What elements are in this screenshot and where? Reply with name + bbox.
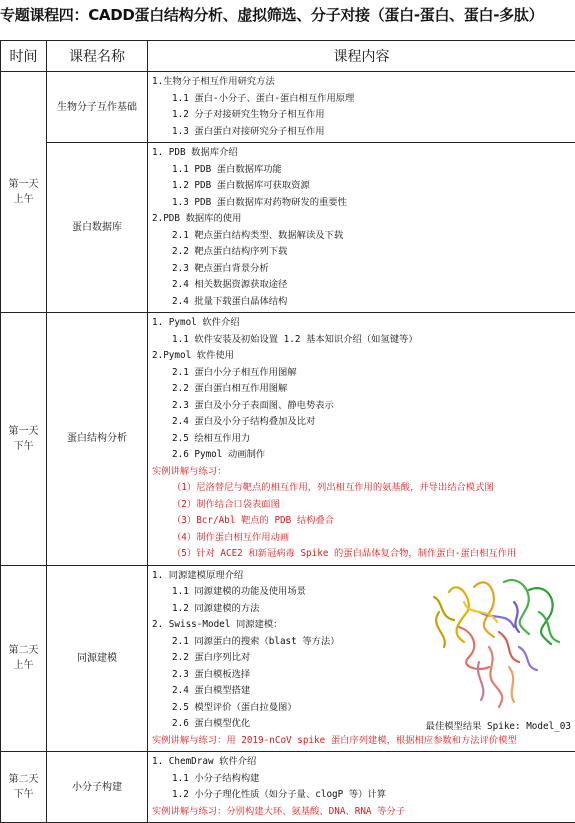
content-line: 1.2 同源建模的方法 bbox=[152, 601, 571, 618]
course-table bbox=[0, 40, 575, 823]
content-line: 1. 同源建模原理介绍 bbox=[152, 568, 571, 585]
header-time: 时间 bbox=[1, 41, 47, 72]
time-day2-morning bbox=[1, 565, 47, 752]
course-content bbox=[148, 313, 575, 566]
exercise-line: 实例讲解与练习：分别构建大环、氨基酸、DNA、RNA 等分子 bbox=[152, 804, 571, 821]
spike-protein-structure-image bbox=[419, 572, 569, 710]
course-name: 小分子构建 bbox=[47, 752, 148, 823]
content-line: 2.4 蛋白及小分子结构叠加及比对 bbox=[152, 414, 571, 431]
content-line: 1. PDB 数据库介绍 bbox=[152, 145, 571, 162]
course-content bbox=[148, 72, 575, 143]
exercise-line: 实例讲解与练习：用 2019-nCoV spike 蛋白序列建模，根据相应参数和方法评价模型 bbox=[152, 733, 571, 750]
exercise-line: （5）针对 ACE2 和新冠病毒 Spike 的蛋白晶体复合物，制作蛋白-蛋白相互作用 bbox=[152, 546, 571, 563]
content-line: 1.1 软件安装及初始设置 1.2 基本知识介绍（如氢键等） bbox=[152, 332, 571, 349]
exercise-line: （3）Bcr/Abl 靶点的 PDB 结构叠合 bbox=[152, 513, 571, 530]
course-content bbox=[148, 565, 575, 752]
content-line: 2.4 相关数据资源获取途径 bbox=[152, 277, 571, 294]
content-line: 1.3 PDB 蛋白数据库对药物研发的重要性 bbox=[152, 195, 571, 212]
content-line: 2.6 Pymol 动画制作 bbox=[152, 447, 571, 464]
time-label: 第二天 下午 bbox=[1, 772, 46, 802]
exercise-line: （1）尼洛替尼与靶点的相互作用，列出相互作用的氨基酸，并导出结合模式图 bbox=[152, 480, 571, 497]
row-protein-database bbox=[1, 143, 575, 313]
content-line: 1. Pymol 软件介绍 bbox=[152, 315, 571, 332]
row-protein-structure-analysis bbox=[1, 313, 575, 566]
time-day1-morning bbox=[1, 72, 47, 313]
row-biomolecular-interaction bbox=[1, 72, 575, 143]
content-line: 2.1 同源蛋白的搜索（blast 等方法） bbox=[152, 634, 571, 651]
content-line: 2.4 蛋白模型搭建 bbox=[152, 683, 571, 700]
content-line: 1.生物分子相互作用研究方法 bbox=[152, 74, 571, 91]
page-title: 专题课程四：CADD蛋白结构分析、虚拟筛选、分子对接（蛋白-蛋白、蛋白-多肽） bbox=[0, 4, 575, 25]
course-name: 同源建模 bbox=[47, 565, 148, 752]
content-line: 1.1 小分子结构构建 bbox=[152, 771, 571, 788]
content-line: 1.2 小分子理化性质（如分子量、clogP 等）计算 bbox=[152, 787, 571, 804]
content-line: 2.Pymol 软件使用 bbox=[152, 348, 571, 365]
content-line: 1.2 分子对接研究生物分子相互作用 bbox=[152, 107, 571, 124]
content-line: 2.4 批量下载蛋白晶体结构 bbox=[152, 294, 571, 311]
content-line: 2.6 蛋白模型优化 bbox=[152, 716, 571, 733]
content-line: 2.1 蛋白小分子相互作用图解 bbox=[152, 365, 571, 382]
content-line: 2.3 靶点蛋白背景分析 bbox=[152, 261, 571, 278]
content-line: 2.3 蛋白及小分子表面图、静电势表示 bbox=[152, 398, 571, 415]
header-course-name: 课程名称 bbox=[47, 41, 148, 72]
course-name: 蛋白结构分析 bbox=[47, 313, 148, 566]
content-line: 2. Swiss-Model 同源建模： bbox=[152, 617, 571, 634]
exercise-line: 实例讲解与练习： bbox=[152, 464, 571, 481]
content-line: 1.1 PDB 蛋白数据库功能 bbox=[152, 162, 571, 179]
time-label: 第一天 下午 bbox=[1, 424, 46, 454]
time-label: 第二天 上午 bbox=[1, 643, 46, 673]
content-line: 1.2 PDB 蛋白数据库可获取资源 bbox=[152, 178, 571, 195]
content-line: 1. ChemDraw 软件介绍 bbox=[152, 754, 571, 771]
content-line: 1.1 同源建模的功能及使用场景 bbox=[152, 584, 571, 601]
time-day2-afternoon bbox=[1, 752, 47, 823]
time-label: 第一天 上午 bbox=[1, 177, 46, 207]
course-name: 生物分子互作基础 bbox=[47, 72, 148, 143]
content-line: 1.3 蛋白蛋白对接研究分子相互作用 bbox=[152, 124, 571, 141]
content-line: 2.2 蛋白序列比对 bbox=[152, 650, 571, 667]
content-line: 2.PDB 数据库的使用 bbox=[152, 211, 571, 228]
content-line: 2.5 模型评价（蛋白拉曼图） bbox=[152, 700, 571, 717]
time-day1-afternoon bbox=[1, 313, 47, 566]
header-row bbox=[1, 41, 575, 72]
content-line: 2.2 靶点蛋白结构序列下载 bbox=[152, 244, 571, 261]
course-content bbox=[148, 752, 575, 823]
model-caption: 最佳模型结果 Spike: Model_03 bbox=[426, 718, 571, 732]
header-course-content: 课程内容 bbox=[148, 41, 575, 72]
content-line: 2.5 绘相互作用力 bbox=[152, 431, 571, 448]
content-line: 1.1 蛋白-小分子、蛋白-蛋白相互作用原理 bbox=[152, 91, 571, 108]
row-homology-modeling bbox=[1, 565, 575, 752]
exercise-line: （2）制作结合口袋表面图 bbox=[152, 497, 571, 514]
row-small-molecule-construction bbox=[1, 752, 575, 823]
content-line: 2.1 靶点蛋白结构类型、数据解读及下载 bbox=[152, 228, 571, 245]
course-name: 蛋白数据库 bbox=[47, 143, 148, 313]
content-line: 2.2 蛋白蛋白相互作用图解 bbox=[152, 381, 571, 398]
exercise-line: （4）制作蛋白相互作用动画 bbox=[152, 530, 571, 547]
course-content bbox=[148, 143, 575, 313]
content-line: 2.3 蛋白模板选择 bbox=[152, 667, 571, 684]
